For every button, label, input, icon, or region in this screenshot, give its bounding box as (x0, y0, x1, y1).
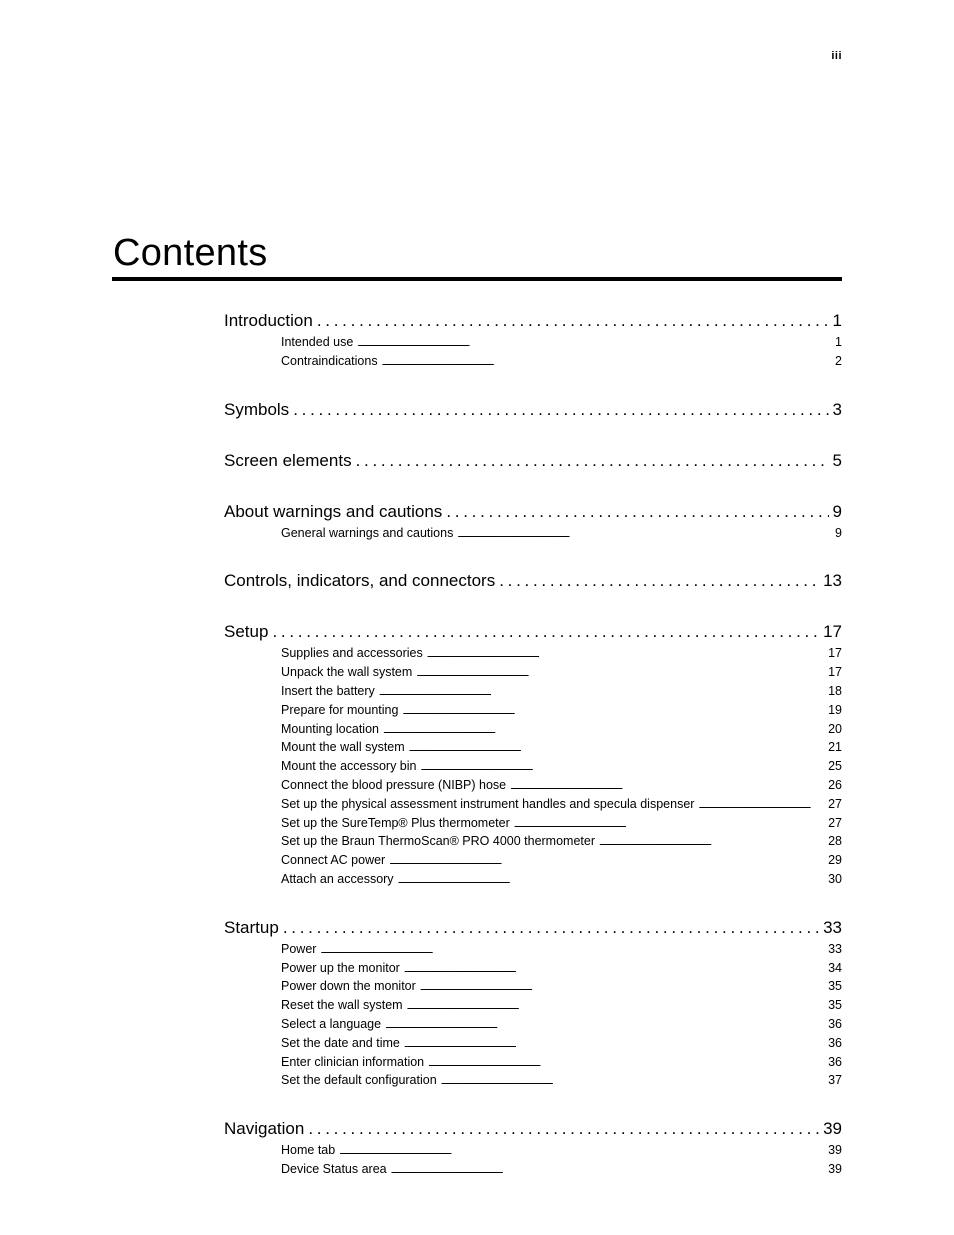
toc-section (224, 1117, 842, 1179)
toc-subentry[interactable] (281, 996, 842, 1015)
toc-chapter-page: 13 (823, 571, 842, 591)
dot-leader (441, 1071, 824, 1090)
toc-subentry-label: Unpack the wall system (281, 665, 413, 680)
dot-leader (383, 720, 824, 739)
toc-chapter[interactable] (224, 309, 842, 333)
toc-subentry-page: 36 (828, 1054, 842, 1069)
dot-leader (402, 701, 824, 720)
dot-leader (389, 851, 824, 870)
toc-subentry[interactable] (281, 524, 842, 543)
toc-section (224, 620, 842, 888)
dot-leader (308, 1117, 819, 1141)
toc-chapter-page: 5 (832, 450, 842, 470)
toc-chapter-page: 3 (832, 399, 842, 419)
toc-subentry[interactable] (281, 814, 842, 833)
toc-subentry-page: 29 (828, 853, 842, 868)
toc-subentry[interactable] (281, 1053, 842, 1072)
dot-leader (391, 1160, 824, 1179)
toc-subentry-page: 17 (828, 646, 842, 661)
toc-subentry-label: Home tab (281, 1143, 336, 1158)
toc-subentry-label: Set up the SureTemp® Plus thermometer (281, 815, 510, 830)
toc-subentry-label: Set up the physical assessment instrument handles and specula dispenser (281, 796, 695, 811)
toc-subentry-label: Select a language (281, 1016, 382, 1031)
toc-subentry[interactable] (281, 977, 842, 996)
toc-subentry-page: 25 (828, 759, 842, 774)
toc-subentry[interactable] (281, 959, 842, 978)
toc-subentry-page: 34 (828, 960, 842, 975)
toc-chapter[interactable] (224, 916, 842, 940)
dot-leader (283, 916, 819, 940)
dot-leader (416, 663, 824, 682)
toc-subentry-label: Set up the Braun ThermoScan® PRO 4000 thermometer (281, 834, 596, 849)
toc-subentry-page: 26 (828, 777, 842, 792)
dot-leader (404, 1034, 824, 1053)
toc-subentry-page: 35 (828, 979, 842, 994)
toc-chapter[interactable] (224, 500, 842, 524)
dot-leader (317, 309, 829, 333)
toc-subentry-label: Contraindications (281, 353, 378, 368)
toc-subentry-label: Attach an accessory (281, 871, 394, 886)
toc-subentry[interactable] (281, 682, 842, 701)
toc-subentry-label: Power (281, 941, 317, 956)
toc-subentry-label: Reset the wall system (281, 998, 403, 1013)
dot-leader (409, 738, 824, 757)
toc-chapter-label: Symbols (224, 399, 290, 419)
dot-leader (339, 1141, 824, 1160)
toc-subentry-page: 9 (835, 525, 842, 540)
toc-chapter-label: About warnings and cautions (224, 501, 443, 521)
dot-leader (272, 620, 819, 644)
toc-subentry-page: 20 (828, 721, 842, 736)
toc-subentry-page: 37 (828, 1073, 842, 1088)
toc-chapter-label: Screen elements (224, 450, 352, 470)
toc-subentry[interactable] (281, 1141, 842, 1160)
toc-subentry[interactable] (281, 333, 842, 352)
toc-section (224, 449, 842, 473)
dot-leader (599, 832, 824, 851)
dot-leader (514, 814, 824, 833)
toc-subentry-page: 33 (828, 941, 842, 956)
dot-leader (407, 996, 825, 1015)
toc-subentry-label: Enter clinician information (281, 1054, 425, 1069)
toc-subentry-label: Prepare for mounting (281, 702, 399, 717)
toc-subentry-label: Mount the wall system (281, 740, 405, 755)
toc-subentry-label: Power up the monitor (281, 960, 400, 975)
toc-subentry-label: Connect the blood pressure (NIBP) hose (281, 777, 507, 792)
dot-leader (357, 333, 831, 352)
toc-subentry[interactable] (281, 776, 842, 795)
toc-chapter[interactable] (224, 449, 842, 473)
dot-leader (320, 940, 824, 959)
toc-chapter-page: 33 (823, 917, 842, 937)
dot-leader (293, 398, 828, 422)
toc-chapter[interactable] (224, 569, 842, 593)
dot-leader (404, 959, 824, 978)
toc-subentry-label: Intended use (281, 335, 354, 349)
toc-subentry-page: 27 (828, 815, 842, 830)
toc-chapter[interactable] (224, 398, 842, 422)
toc-subentry-label: Set the default configuration (281, 1073, 437, 1088)
toc-subentry-page: 21 (828, 740, 842, 755)
dot-leader (446, 500, 828, 524)
toc-subentry-label: Insert the battery (281, 683, 375, 698)
toc-subentry[interactable] (281, 870, 842, 889)
toc-chapter-page: 9 (832, 501, 842, 521)
toc-subentry[interactable] (281, 701, 842, 720)
dot-leader (457, 524, 831, 543)
toc-chapter-label: Navigation (224, 1119, 305, 1139)
dot-leader (398, 870, 825, 889)
toc-subentry-label: Set the date and time (281, 1035, 400, 1050)
toc-subentry[interactable] (281, 757, 842, 776)
toc-chapter-label: Startup (224, 917, 279, 937)
toc-subentry-label: Device Status area (281, 1161, 387, 1176)
toc-subentry[interactable] (281, 644, 842, 663)
dot-leader (499, 569, 819, 593)
toc-subentry-page: 39 (828, 1161, 842, 1176)
toc-subentry[interactable] (281, 1071, 842, 1090)
toc-subentry-label: Mount the accessory bin (281, 759, 417, 774)
dot-leader (428, 1053, 824, 1072)
toc-subentry[interactable] (281, 795, 842, 814)
toc-subentry-page: 35 (828, 998, 842, 1013)
toc-chapter-label: Controls, indicators, and connectors (224, 571, 496, 591)
toc-subentry-label: Supplies and accessories (281, 646, 423, 661)
dot-leader (510, 776, 824, 795)
toc-subentry-label: Power down the monitor (281, 979, 416, 994)
dot-leader (421, 757, 825, 776)
toc-subentry[interactable] (281, 1160, 842, 1179)
dot-leader (385, 1015, 824, 1034)
dot-leader (698, 795, 824, 814)
page-number: iii (831, 50, 842, 62)
toc-subentry[interactable] (281, 1034, 842, 1053)
toc-section (224, 309, 842, 371)
toc-chapter-page: 39 (823, 1119, 842, 1139)
toc-subentry-page: 17 (828, 665, 842, 680)
toc-subentry-page: 36 (828, 1035, 842, 1050)
toc-subentry-label: General warnings and cautions (281, 525, 454, 540)
toc-chapter[interactable] (224, 1117, 842, 1141)
toc-subentry[interactable] (281, 832, 842, 851)
toc-section (224, 398, 842, 422)
toc-section (224, 500, 842, 543)
dot-leader (427, 644, 824, 663)
toc-chapter[interactable] (224, 620, 842, 644)
dot-leader (420, 977, 824, 996)
toc-chapter-page: 1 (832, 311, 842, 330)
toc-section (224, 569, 842, 593)
toc-subentry[interactable] (281, 851, 842, 870)
toc-subentry-label: Connect AC power (281, 853, 386, 868)
dot-leader (382, 352, 831, 371)
toc-subentry[interactable] (281, 1015, 842, 1034)
toc-subentry-page: 1 (835, 335, 842, 349)
toc-subentry-page: 39 (828, 1143, 842, 1158)
toc-subentry[interactable] (281, 663, 842, 682)
toc-chapter-label: Introduction (224, 311, 313, 330)
toc-chapter-page: 17 (823, 622, 842, 642)
dot-leader (379, 682, 824, 701)
toc-subentry[interactable] (281, 720, 842, 739)
toc-chapter-label: Setup (224, 622, 269, 642)
toc-section (224, 916, 842, 1090)
title-rule (112, 277, 842, 281)
toc-subentry-page: 27 (828, 796, 842, 811)
table-of-contents (224, 309, 842, 1179)
toc-subentry-page: 2 (835, 353, 842, 368)
toc-subentry-page: 18 (828, 683, 842, 698)
toc-subentry-page: 36 (828, 1016, 842, 1031)
toc-subentry-page: 19 (828, 702, 842, 717)
toc-subentry[interactable] (281, 738, 842, 757)
toc-subentry[interactable] (281, 352, 842, 371)
toc-subentry-label: Mounting location (281, 721, 379, 736)
toc-subentry-page: 28 (828, 834, 842, 849)
dot-leader (356, 449, 829, 473)
page-title: Contents (113, 232, 268, 274)
toc-subentry-page: 30 (828, 871, 842, 886)
toc-subentry[interactable] (281, 940, 842, 959)
